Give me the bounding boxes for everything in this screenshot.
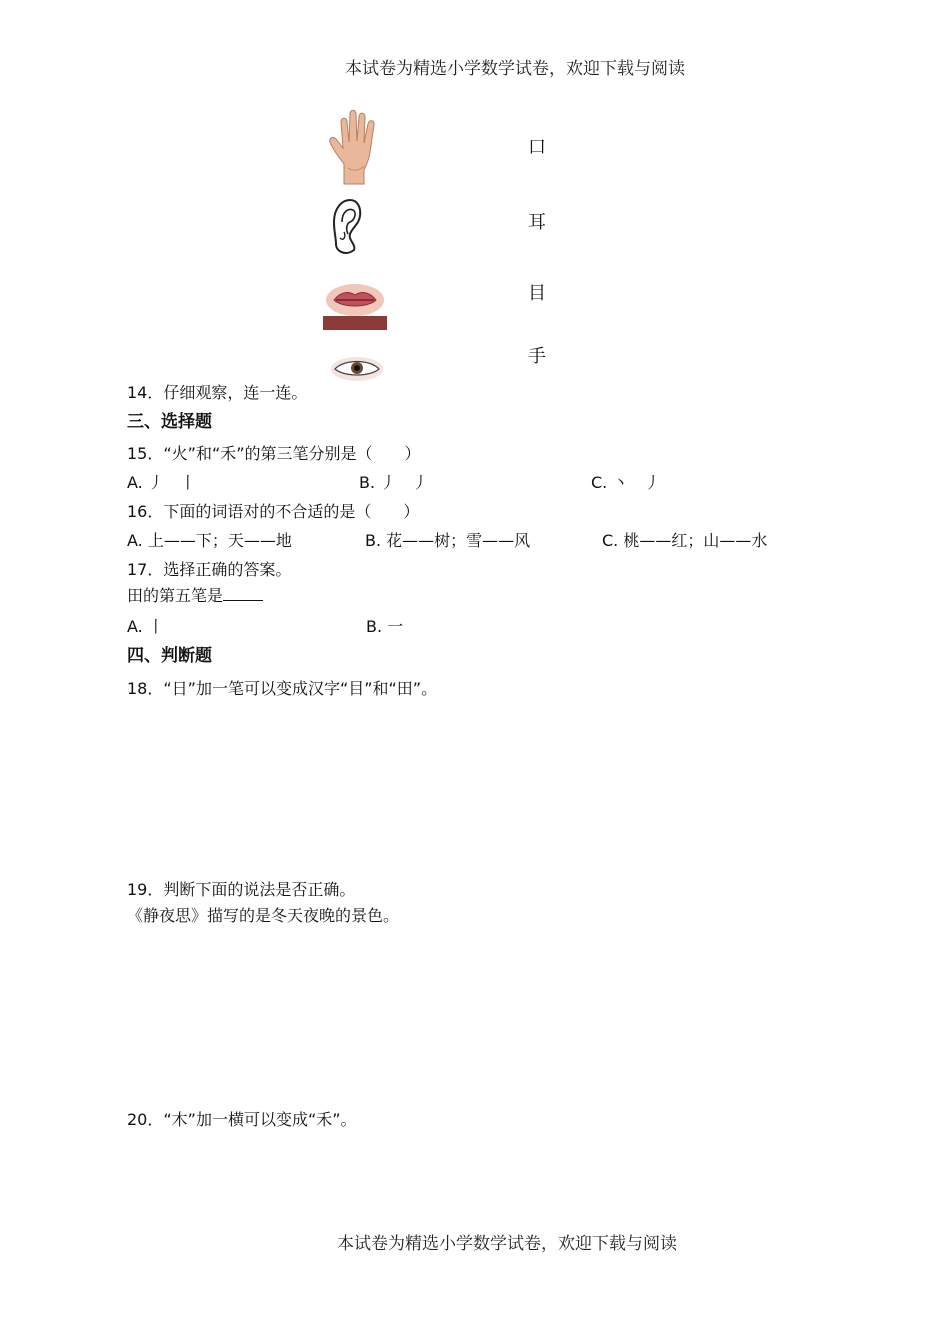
hand-icon	[328, 108, 384, 186]
question-20: 20．“木”加一横可以变成“禾”。	[127, 1110, 357, 1129]
q16-option-c[interactable]: C. 桃——红；山——水	[602, 531, 768, 550]
match-char-1: 口	[528, 137, 546, 158]
q15-option-c[interactable]: C. 丶 丿	[591, 473, 661, 492]
page-header: 本试卷为精选小学数学试卷，欢迎下载与阅读	[345, 59, 685, 79]
q17-sub-label: 田的第五笔是	[127, 586, 224, 605]
page-footer: 本试卷为精选小学数学试卷，欢迎下载与阅读	[337, 1234, 677, 1254]
match-char-4: 手	[528, 346, 546, 367]
q17-option-b[interactable]: B. 一	[366, 617, 404, 636]
question-18: 18．“日”加一笔可以变成汉字“目”和“田”。	[127, 679, 438, 698]
q15-option-b[interactable]: B. 丿 丿	[359, 473, 429, 492]
q17-subtext	[127, 584, 263, 607]
section-3-title: 三、选择题	[127, 412, 212, 432]
answer-blank[interactable]	[223, 584, 263, 601]
question-15: 15．“火”和“禾”的第三笔分别是（ ）	[127, 444, 421, 463]
eye-icon	[330, 356, 384, 382]
question-19: 19．判断下面的说法是否正确。	[127, 880, 356, 899]
section-4-title: 四、判断题	[127, 646, 212, 666]
question-16: 16．下面的词语对的不合适的是（ ）	[127, 502, 420, 521]
match-char-3: 目	[528, 283, 546, 304]
q16-option-a[interactable]: A. 上——下；天——地	[127, 531, 292, 550]
q19-statement: 《静夜思》描写的是冬天夜晚的景色。	[127, 906, 400, 925]
question-17: 17．选择正确的答案。	[127, 560, 292, 579]
q17-option-a[interactable]: A. 丨	[127, 617, 164, 636]
q16-option-b[interactable]: B. 花——树；雪——风	[365, 531, 531, 550]
q15-option-a[interactable]: A. 丿 丨	[127, 473, 196, 492]
question-14: 14．仔细观察，连一连。	[127, 383, 308, 402]
mouth-icon	[322, 282, 388, 332]
ear-icon	[332, 198, 362, 258]
match-char-2: 耳	[528, 212, 546, 233]
